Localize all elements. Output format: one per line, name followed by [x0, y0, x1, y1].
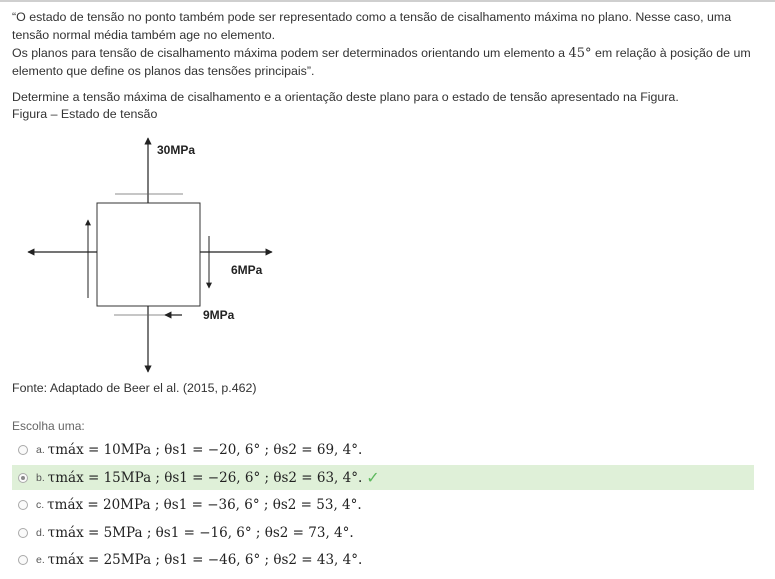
stress-element-diagram [20, 128, 290, 376]
correct-check-icon: ✓ [366, 469, 380, 487]
label-30mpa: 30MPa [157, 143, 196, 157]
figure-caption: Figura – Estado de tensão [12, 107, 158, 121]
label-9mpa: 9MPa [203, 308, 235, 322]
stress-state-figure [20, 128, 290, 376]
p2-text-before: Os planos para tensão de cisalhamento máxima podem ser determinados orientando um elemento a [12, 46, 569, 60]
label-6mpa: 6MPa [231, 263, 263, 277]
angle-45: 45° [568, 46, 592, 61]
option-d-text: τmáx = 5MPa ; θs1 = −16, 6° ; θs2 = 73, 4°. [47, 524, 354, 541]
option-b[interactable] [12, 465, 754, 490]
choose-one-label: Escolha uma: [12, 419, 85, 433]
option-a[interactable] [12, 437, 754, 462]
option-a-letter: a. [36, 443, 45, 456]
option-e-radio[interactable] [18, 555, 28, 565]
option-d[interactable] [12, 520, 754, 545]
option-b-text: τmáx = 15MPa ; θs1 = −26, 6° ; θs2 = 63, 4°. [47, 469, 363, 486]
stress-element-square [97, 203, 200, 306]
question-paragraph-3: Determine a tensão máxima de cisalhamento e a orientação deste plano para o estado de tensão apresentado na Figura. [12, 90, 679, 104]
option-a-radio[interactable] [18, 445, 28, 455]
option-c-text: τmáx = 20MPa ; θs1 = −36, 6° ; θs2 = 53, 4°. [47, 496, 362, 513]
option-d-letter: d. [36, 526, 45, 539]
question-paragraph-2 [12, 45, 764, 80]
option-e-letter: e. [36, 553, 45, 566]
p2-text-after: em relação à posição de um elemento que define os planos das tensões principais”. [12, 46, 751, 78]
option-b-radio[interactable] [18, 473, 28, 483]
option-c[interactable] [12, 492, 754, 517]
option-d-radio[interactable] [18, 528, 28, 538]
option-b-letter: b. [36, 471, 45, 484]
option-c-radio[interactable] [18, 500, 28, 510]
option-c-letter: c. [36, 498, 45, 511]
figure-source: Fonte: Adaptado de Beer el al. (2015, p.462) [12, 381, 257, 395]
option-e-text: τmáx = 25MPa ; θs1 = −46, 6° ; θs2 = 43, 4°. [47, 551, 363, 568]
question-paragraph-1: “O estado de tensão no ponto também pode ser representado como a tensão de cisalhamento máxima no plano. Nesse caso, uma tensão normal média também age no elemento. [12, 10, 732, 42]
top-divider [0, 0, 775, 2]
option-e[interactable] [12, 547, 754, 572]
option-a-text: τmáx = 10MPa ; θs1 = −20, 6° ; θs2 = 69, 4°. [47, 441, 363, 458]
